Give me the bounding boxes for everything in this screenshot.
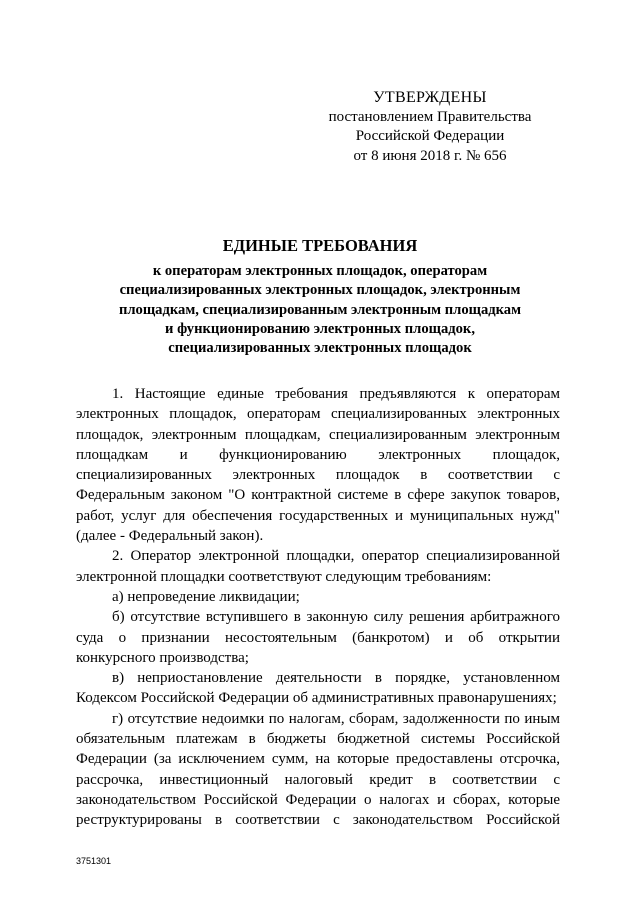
- subtitle-line: площадкам, специализированным электронным площадкам: [118, 301, 522, 318]
- document-title: ЕДИНЫЕ ТРЕБОВАНИЯ: [222, 236, 418, 255]
- body-line: Кодексом Российской Федерации об административных правонарушениях;: [76, 690, 557, 707]
- approval-line-federation: Российской Федерации: [355, 128, 505, 144]
- body-line: б) отсутствие вступившего в законную силу решения арбитражного: [112, 609, 560, 626]
- body-line: электронных площадок, операторам специализированных электронных: [76, 406, 560, 423]
- subtitle-line: специализированных электронных площадок, электронным: [119, 282, 521, 299]
- subtitle-line: к операторам электронных площадок, операторам: [152, 263, 488, 279]
- body-line: конкурсного производства;: [76, 649, 249, 666]
- body-line: электронной площадки соответствуют следующим требованиям:: [76, 568, 492, 585]
- body-line: площадок, электронным площадкам, специализированным электронным: [76, 426, 560, 443]
- body-line: в) неприостановление деятельности в порядке, установленном: [112, 670, 560, 687]
- document-body: [76, 384, 560, 831]
- body-line: (далее - Федеральный закон).: [76, 528, 264, 545]
- body-line: а) непроведение ликвидации;: [112, 588, 300, 605]
- subtitle-line: специализированных электронных площадок: [168, 340, 472, 357]
- body-line: специализированных электронных площадок в соответствии с: [76, 467, 560, 484]
- body-line: 2. Оператор электронной площадки, оператор специализированной: [112, 548, 560, 565]
- approval-title: УТВЕРЖДЕНЫ: [373, 89, 487, 106]
- body-line: обязательным платежам в бюджеты бюджетной системы Российской: [76, 731, 560, 748]
- document-subtitle: [90, 262, 550, 358]
- body-line: рассрочка, инвестиционный налоговый кредит в соответствии с: [76, 771, 560, 788]
- body-line: г) отсутствие недоимки по налогам, сборам, задолженности по иным: [112, 710, 560, 727]
- approval-line-resolution: постановлением Правительства: [328, 108, 532, 125]
- body-line: законодательством Российской Федерации о налогах и сборах, которые: [76, 791, 560, 808]
- body-line: суда о признании несостоятельным (банкротом) и об открытии: [76, 629, 560, 646]
- body-line: площадкам и функционированию электронных площадок,: [76, 446, 560, 463]
- document-code: 3751301: [76, 856, 112, 866]
- subtitle-line: и функционированию электронных площадок,: [165, 320, 475, 337]
- body-line: работ, услуг для обеспечения государственных и муниципальных нужд": [76, 507, 560, 524]
- body-line: Федерации (за исключением сумм, на которые предоставлены отсрочка,: [76, 751, 560, 768]
- body-line: Федеральным законом "О контрактной системе в сфере закупок товаров,: [76, 487, 560, 504]
- body-line: реструктурированы в соответствии с законодательством Российской: [76, 812, 560, 829]
- approval-stamp: [300, 88, 560, 166]
- approval-line-date: от 8 июня 2018 г. № 656: [353, 147, 507, 164]
- body-line: 1. Настоящие единые требования предъявляются к операторам: [112, 386, 560, 402]
